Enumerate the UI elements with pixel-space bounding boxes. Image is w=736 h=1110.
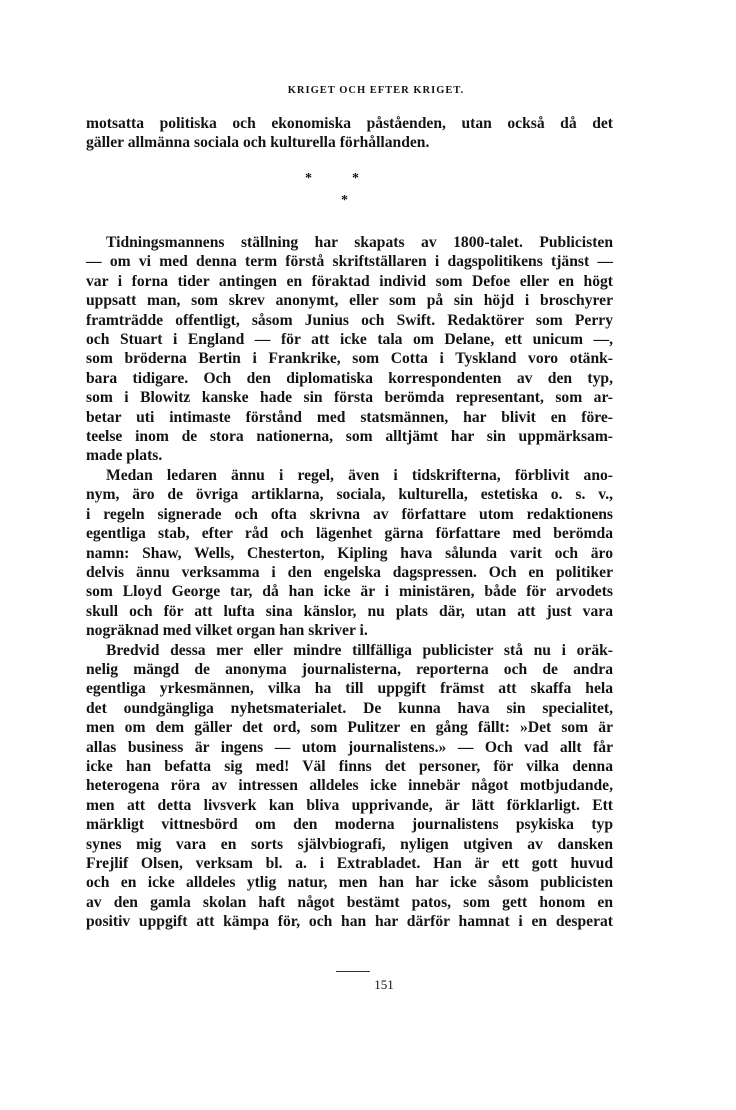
- text-line: bara tidigare. Och den diplomatiska korrespondenten av den typ,: [86, 369, 613, 387]
- asterism-star: *: [341, 193, 348, 208]
- text-line: egentliga stab, efter råd och lägenhet gärna författare med berömda: [86, 525, 613, 543]
- text-line: motsatta politiska och ekonomiska påståenden, utan också då det: [86, 115, 613, 132]
- text-line: nogräknad med vilket organ han skriver i.: [86, 622, 368, 640]
- text-line: Bredvid dessa mer eller mindre tillfälliga publicister stå nu i oräk-: [106, 641, 613, 659]
- body-text: [86, 233, 613, 932]
- text-line: nelig mängd de anonyma journalisterna, reporterna och de andra: [86, 660, 613, 678]
- text-line: betar uti intimaste förstånd med statsmännen, har blivit en före-: [86, 408, 613, 426]
- asterism-star: *: [305, 171, 312, 186]
- text-line: uppsatt man, som skrev anonymt, eller som på sin höjd i broschyrer: [86, 292, 613, 310]
- text-line: gäller allmänna sociala och kulturella förhållanden.: [86, 134, 430, 152]
- text-line: nym, äro de övriga artiklarna, sociala, kulturella, estetiska o. s. v.,: [86, 486, 613, 504]
- section-ornament: [0, 168, 736, 208]
- text-line: — om vi med denna term förstå skriftställaren i dagspolitikens tjänst —: [86, 253, 613, 271]
- text-line: var i forna tider antingen en föraktad individ som Defoe eller en högt: [86, 272, 613, 290]
- text-line: som bröderna Bertin i Frankrike, som Cotta i Tyskland voro otänk-: [86, 350, 613, 368]
- text-line: icke han befatta sig med! Väl finns det personer, för vilka denna: [86, 757, 613, 775]
- text-line: skull och för att lufta sina känslor, nu plats där, utan att just vara: [86, 602, 613, 620]
- text-line: namn: Shaw, Wells, Chesterton, Kipling hava sålunda varit och äro: [86, 544, 613, 562]
- text-line: synes mig vara en sorts självbiografi, nyligen utgiven av dansken: [86, 835, 613, 853]
- text-line: allas business är ingens — utom journalistens.» — Och vad allt får: [86, 738, 613, 756]
- text-line: egentliga yrkesmännen, vilka ha till uppgift främst att skaffa hela: [86, 680, 613, 698]
- text-line: som Lloyd George tar, då han icke är i ministären, både för arvodets: [86, 583, 613, 601]
- intro-paragraph: [86, 114, 613, 153]
- folio-rule: [336, 971, 370, 972]
- text-line: positiv uppgift att kämpa för, och han har därför hamnat i en desperat: [86, 913, 613, 931]
- text-line: heterogena röra av intressen alldeles icke innebär något motbjudande,: [86, 777, 613, 795]
- text-line: Tidningsmannens ställning har skapats av 1800-talet. Publicisten: [106, 234, 613, 251]
- text-line: Medan ledaren ännu i regel, även i tidskrifterna, förblivit ano-: [106, 466, 613, 484]
- asterism-star: *: [352, 171, 359, 186]
- text-line: men att detta livsverk kan bliva upprivande, är lätt förklarligt. Ett: [86, 796, 613, 814]
- text-line: made plats.: [86, 447, 163, 465]
- text-line: men om dem gäller det ord, som Pulitzer en gång fällt: »Det som är: [86, 719, 613, 737]
- page-number: 151: [374, 977, 394, 992]
- text-line: i regeln signerade och ofta skrivna av författare utom redaktionens: [86, 505, 613, 523]
- text-line: och Stuart i England — för att icke tala om Delane, ett unicum —,: [86, 331, 613, 349]
- text-line: delvis ännu verksamma i den engelska dagspressen. Och en politiker: [86, 563, 613, 581]
- text-line: Frejlif Olsen, verksam bl. a. i Extrabladet. Han är ett gott huvud: [86, 855, 613, 872]
- text-line: som i Blowitz kanske hade sin första berömda representant, som ar-: [86, 389, 613, 407]
- text-line: teelse inom de stora nationerna, som alltjämt har sin uppmärksam-: [86, 428, 613, 446]
- text-line: det oundgängliga nyhetsmaterialet. De kunna hava sin specialitet,: [86, 699, 613, 717]
- text-line: märkligt vittnesbörd om den moderna journalistens psykiska typ: [86, 816, 613, 834]
- running-head: KRIGET OCH EFTER KRIGET.: [287, 85, 465, 96]
- text-line: framträdde offentligt, såsom Junius och Swift. Redaktörer som Perry: [86, 311, 613, 329]
- text-line: av den gamla skolan haft något bestämt patos, som gett honom en: [86, 893, 613, 911]
- text-line: och en icke alldeles ytlig natur, men han har icke såsom publicisten: [86, 874, 613, 892]
